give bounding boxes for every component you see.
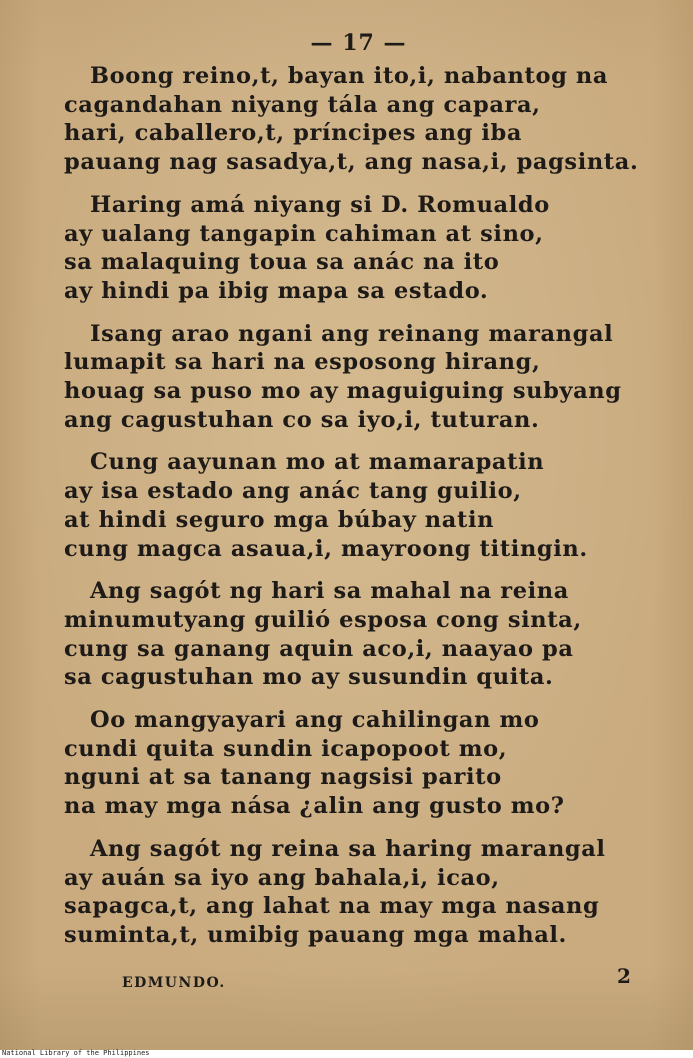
stanza-4: [64, 448, 664, 563]
verse-line: Ang sagót ng hari sa mahal na reina: [90, 578, 569, 605]
signature-number: 2: [617, 964, 631, 988]
verse-line: Oo mangyayari ang cahilingan mo: [90, 707, 540, 734]
page-number: — 17 —: [310, 30, 407, 56]
verse-line: lumapit sa hari na esposong hirang,: [64, 349, 541, 376]
stanza-7: [64, 835, 664, 950]
poem-body: [64, 62, 664, 964]
verse-line: Isang arao ngani ang reinang marangal: [90, 320, 614, 347]
verse-line: nguni at sa tanang nagsisi parito: [64, 764, 502, 791]
verse-line: Boong reino,t, bayan ito,i, nabantog na: [90, 63, 608, 89]
verse-line: ay hindi pa ibig mapa sa estado.: [64, 277, 489, 304]
verse-line: cundi quita sundin icapopoot mo,: [64, 735, 508, 762]
stanza-3: [64, 320, 664, 435]
stanza-2: [64, 191, 664, 306]
verse-line: sa cagustuhan mo ay susundin quita.: [64, 664, 554, 691]
verse-line: minumutyang guilió esposa cong sinta,: [64, 606, 582, 633]
verse-line: sa malaquing toua sa anác na ito: [64, 249, 500, 276]
stanza-6: [64, 706, 664, 821]
verse-line: na may mga nása ¿alin ang gusto mo?: [64, 793, 565, 820]
verse-line: Haring amá niyang si D. Romualdo: [90, 191, 550, 218]
verse-line: pauang nag sasadya,t, ang nasa,i, pagsinta.: [64, 149, 639, 176]
verse-line: at hindi seguro mga búbay natin: [64, 506, 495, 533]
verse-line: houag sa puso mo ay maguiguing subyang: [64, 378, 622, 405]
library-caption: National Library of the Philippines: [2, 1049, 150, 1057]
verse-line: hari, caballero,t, príncipes ang iba: [64, 120, 523, 147]
verse-line: ay auán sa iyo ang bahala,i, icao,: [64, 864, 500, 891]
verse-line: ay ualang tangapin cahiman at sino,: [64, 220, 544, 247]
verse-line: ay isa estado ang anác tang guilio,: [64, 478, 522, 505]
verse-line: suminta,t, umibig pauang mga mahal.: [64, 921, 567, 948]
verse-line: Ang sagót ng reina sa haring marangal: [90, 835, 606, 862]
verse-line: cung magca asaua,i, mayroong titingin.: [64, 535, 588, 562]
signature-mark: EDMUNDO.: [122, 975, 226, 991]
stanza-5: [64, 577, 664, 692]
verse-line: cagandahan niyang tála ang capara,: [64, 91, 541, 118]
verse-line: sapagca,t, ang lahat na may mga nasang: [64, 893, 600, 920]
verse-line: ang cagustuhan co sa iyo,i, tuturan.: [64, 406, 540, 433]
stanza-1: [64, 62, 664, 177]
verse-line: Cung aayunan mo at mamarapatin: [90, 449, 545, 476]
verse-line: cung sa ganang aquin aco,i, naayao pa: [64, 635, 574, 662]
